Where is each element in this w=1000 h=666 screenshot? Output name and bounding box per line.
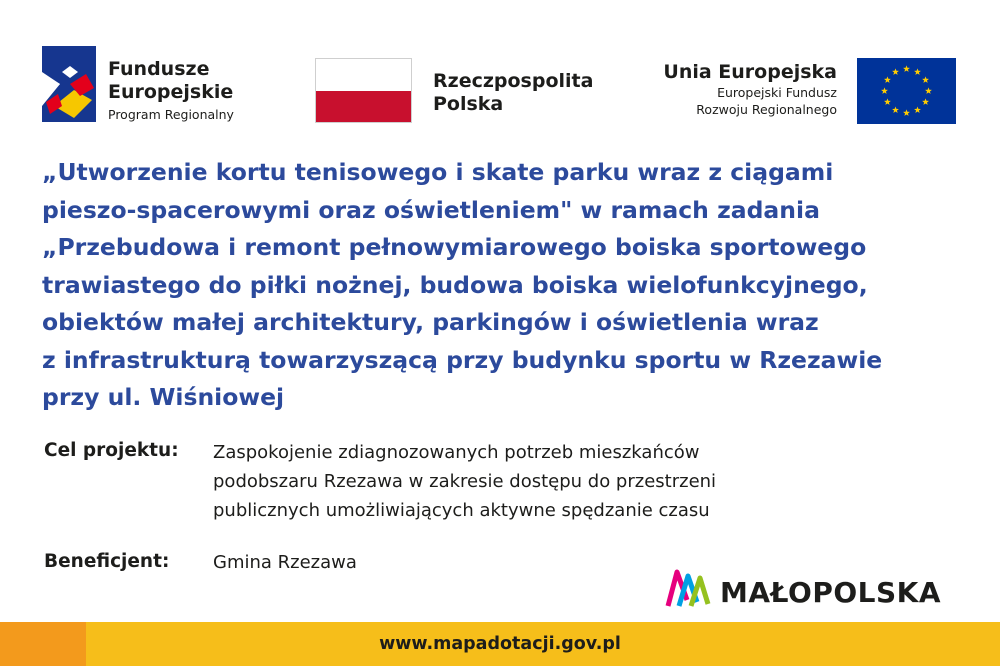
title-line: przy ul. Wiśniowej (42, 383, 285, 411)
title-line: „Utworzenie kortu tenisowego i skate parku wraz z ciągami (42, 158, 834, 186)
fundusze-line3: Program Regionalny (108, 107, 234, 122)
eu-star-icon (884, 98, 891, 105)
fundusze-europejskie-text (108, 58, 234, 124)
beneficjent-value: Gmina Rzezawa (213, 552, 357, 573)
eu-star-icon (925, 87, 932, 94)
eu-star-icon (892, 68, 899, 75)
fundusze-line2: Europejskie (108, 81, 234, 103)
eu-star-icon (884, 76, 891, 83)
eu-star-icon (922, 76, 929, 83)
polska-line1: Rzeczpospolita (433, 70, 594, 92)
fundusze-line1: Fundusze (108, 58, 210, 80)
title-line: trawiastego do piłki nożnej, budowa boiska wielofunkcyjnego, (42, 270, 868, 299)
eu-star-icon (892, 106, 899, 113)
unia-line3: Rozwoju Regionalnego (696, 102, 837, 117)
unia-europejska-text (663, 60, 837, 118)
eu-star-icon (903, 109, 910, 116)
cel-projektu-value (213, 438, 716, 525)
rzeczpospolita-polska-text (433, 70, 593, 116)
title-line: obiektów małej architektury, parkingów i oświetlenia wraz (42, 308, 819, 336)
cel-projektu-label: Cel projektu: (44, 440, 179, 461)
cel-line: podobszaru Rzezawa w zakresie dostępu do przestrzeni (213, 471, 717, 492)
malopolska-text: MAŁOPOLSKA (720, 576, 942, 609)
polska-line2: Polska (433, 93, 504, 115)
beneficjent-label: Beneficjent: (44, 551, 170, 572)
malopolska-logo-icon (665, 568, 711, 608)
eu-star-icon (914, 106, 921, 113)
unia-line1: Unia Europejska (663, 61, 837, 83)
footer-url-link[interactable]: www.mapadotacji.gov.pl (379, 634, 621, 654)
cel-line: Zaspokojenie zdiagnozowanych potrzeb mieszkańców (213, 442, 700, 463)
title-line: „Przebudowa i remont pełnowymiarowego boiska sportowego (42, 233, 867, 261)
fundusze-europejskie-logo-icon (40, 44, 98, 124)
project-title (42, 154, 972, 417)
eu-star-icon (922, 98, 929, 105)
cel-line: publicznych umożliwiających aktywne spędzanie czasu (213, 500, 710, 521)
eu-flag-icon (857, 58, 956, 124)
eu-star-icon (914, 68, 921, 75)
footer-bar (0, 622, 1000, 666)
unia-line2: Europejski Fundusz (717, 85, 837, 100)
eu-star-icon (881, 87, 888, 94)
poland-flag-icon (315, 58, 412, 123)
eu-star-icon (903, 65, 910, 72)
title-line: z infrastrukturą towarzyszącą przy budynku sportu w Rzezawie (42, 345, 883, 374)
title-line: pieszo-spacerowymi oraz oświetleniem" w ramach zadania (42, 195, 820, 224)
